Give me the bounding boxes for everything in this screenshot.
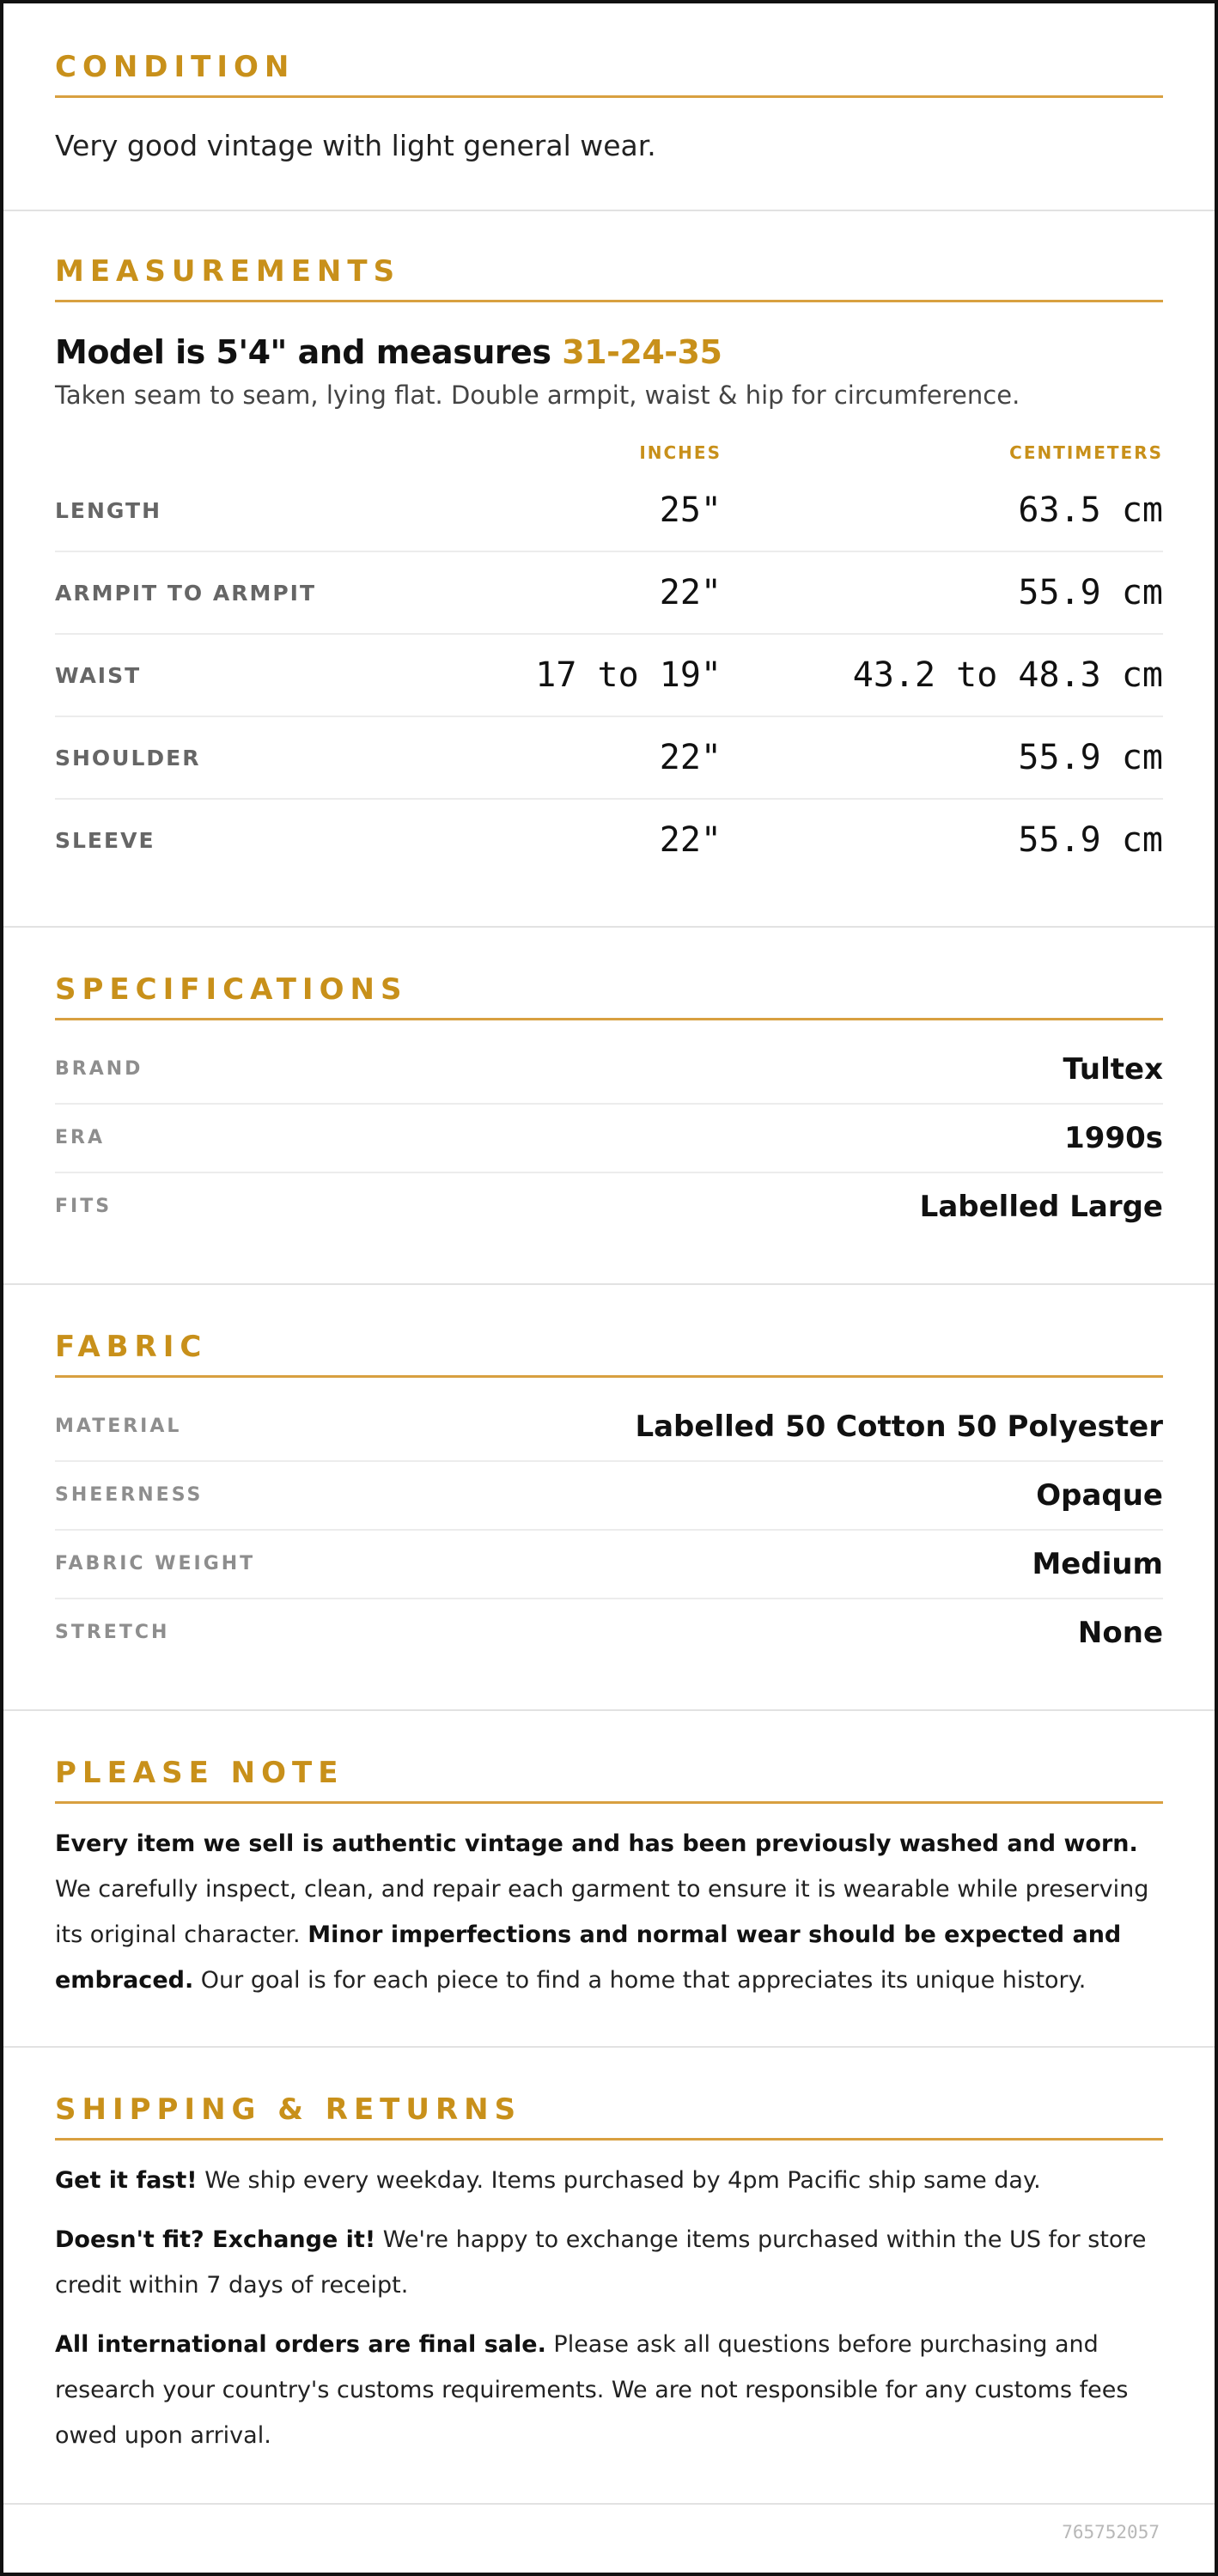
note-text-2: Our goal is for each piece to find a home that appreciates its unique history. — [193, 1966, 1087, 1994]
shipping-bold-3: All international orders are final sale. — [55, 2330, 546, 2358]
spec-row — [55, 1036, 1163, 1105]
measurements-table-header — [55, 435, 1163, 470]
fabric-row — [55, 1599, 1163, 1666]
measurement-cm: 55.9 cm — [1018, 573, 1163, 613]
specifications-section — [3, 928, 1215, 1285]
measurement-label: SHOULDER — [55, 745, 201, 770]
item-id: 765752057 — [1062, 2522, 1160, 2543]
measurement-inches: 22" — [659, 738, 722, 778]
fabric-label: MATERIAL — [55, 1416, 182, 1438]
shipping-text-3: Please ask all questions before purchasing and research your country's customs requirements. We are not responsible for any customs fees owed upon arrival. — [55, 2330, 1129, 2449]
measurement-row — [55, 470, 1163, 552]
measurement-inches: 22" — [659, 573, 722, 613]
fabric-heading: FABRIC — [55, 1330, 1163, 1378]
model-prefix: Model is 5'4" and measures — [55, 332, 563, 371]
measurement-row — [55, 552, 1163, 635]
fabric-value: Labelled 50 Cotton 50 Polyester — [635, 1409, 1163, 1444]
measurement-inches: 25" — [659, 490, 722, 531]
measurements-heading: MEASUREMENTS — [55, 254, 1163, 302]
measurement-cm: 55.9 cm — [1018, 738, 1163, 778]
please-note-section — [3, 1711, 1215, 2048]
fabric-row — [55, 1531, 1163, 1599]
please-note-heading: PLEASE NOTE — [55, 1756, 1163, 1804]
measurement-inches: 22" — [659, 820, 722, 861]
specifications-heading: SPECIFICATIONS — [55, 972, 1163, 1020]
fabric-value: Opaque — [1036, 1477, 1163, 1513]
shipping-text-2: We're happy to exchange items purchased within the US for store credit within 7 days of receipt. — [55, 2226, 1147, 2299]
fabric-row — [55, 1393, 1163, 1462]
please-note-text — [55, 1821, 1163, 2003]
measurement-cm: 43.2 to 48.3 cm — [852, 655, 1163, 696]
measurement-row — [55, 717, 1163, 800]
measurement-row — [55, 635, 1163, 717]
measurement-row — [55, 800, 1163, 880]
model-measurements — [55, 333, 1163, 373]
condition-section — [3, 3, 1215, 211]
measurement-label: LENGTH — [55, 497, 161, 523]
measurement-inches: 17 to 19" — [535, 655, 722, 696]
shipping-paragraph-2 — [55, 2217, 1163, 2308]
measurement-label: WAIST — [55, 662, 142, 688]
note-bold-1: Every item we sell is authentic vintage and has been previously washed and worn. — [55, 1830, 1138, 1857]
spec-row — [55, 1173, 1163, 1240]
shipping-section — [3, 2048, 1215, 2505]
measurement-label: ARMPIT TO ARMPIT — [55, 580, 317, 606]
spec-label: ERA — [55, 1127, 105, 1149]
spec-row — [55, 1105, 1163, 1173]
condition-heading: CONDITION — [55, 50, 1163, 98]
inches-column-header: INCHES — [639, 442, 722, 464]
measurements-subtitle: Taken seam to seam, lying flat. Double armpit, waist & hip for circumference. — [55, 381, 1020, 411]
measurement-label: SLEEVE — [55, 827, 155, 853]
spec-value: Tultex — [1063, 1051, 1163, 1087]
shipping-text-1: We ship every weekday. Items purchased by 4pm Pacific ship same day. — [197, 2166, 1041, 2194]
spec-value: Labelled Large — [919, 1189, 1163, 1224]
measurement-cm: 55.9 cm — [1018, 820, 1163, 861]
shipping-bold-1: Get it fast! — [55, 2166, 198, 2194]
fabric-label: SHEERNESS — [55, 1484, 204, 1507]
measurements-section — [3, 211, 1215, 928]
shipping-paragraph-3 — [55, 2322, 1163, 2458]
fabric-value: None — [1077, 1615, 1163, 1650]
note-bold-2: Minor imperfections and normal wear should be expected and embraced. — [55, 1921, 1122, 1994]
spec-label: FITS — [55, 1196, 113, 1218]
note-text-1: We carefully inspect, clean, and repair each garment to ensure it is wearable while preserving its original character. — [55, 1875, 1149, 1948]
condition-text: Very good vintage with light general wear. — [55, 128, 656, 162]
spec-label: BRAND — [55, 1058, 143, 1081]
shipping-bold-2: Doesn't fit? Exchange it! — [55, 2226, 376, 2253]
spec-value: 1990s — [1064, 1120, 1163, 1155]
model-value: 31-24-35 — [562, 332, 722, 371]
shipping-heading: SHIPPING & RETURNS — [55, 2092, 1163, 2141]
fabric-label: FABRIC WEIGHT — [55, 1553, 256, 1575]
centimeters-column-header: CENTIMETERS — [1009, 442, 1163, 464]
fabric-section — [3, 1285, 1215, 1711]
fabric-value: Medium — [1032, 1546, 1163, 1581]
measurement-cm: 63.5 cm — [1018, 490, 1163, 531]
fabric-label: STRETCH — [55, 1622, 170, 1644]
shipping-paragraph-1 — [55, 2158, 1163, 2203]
fabric-row — [55, 1462, 1163, 1531]
